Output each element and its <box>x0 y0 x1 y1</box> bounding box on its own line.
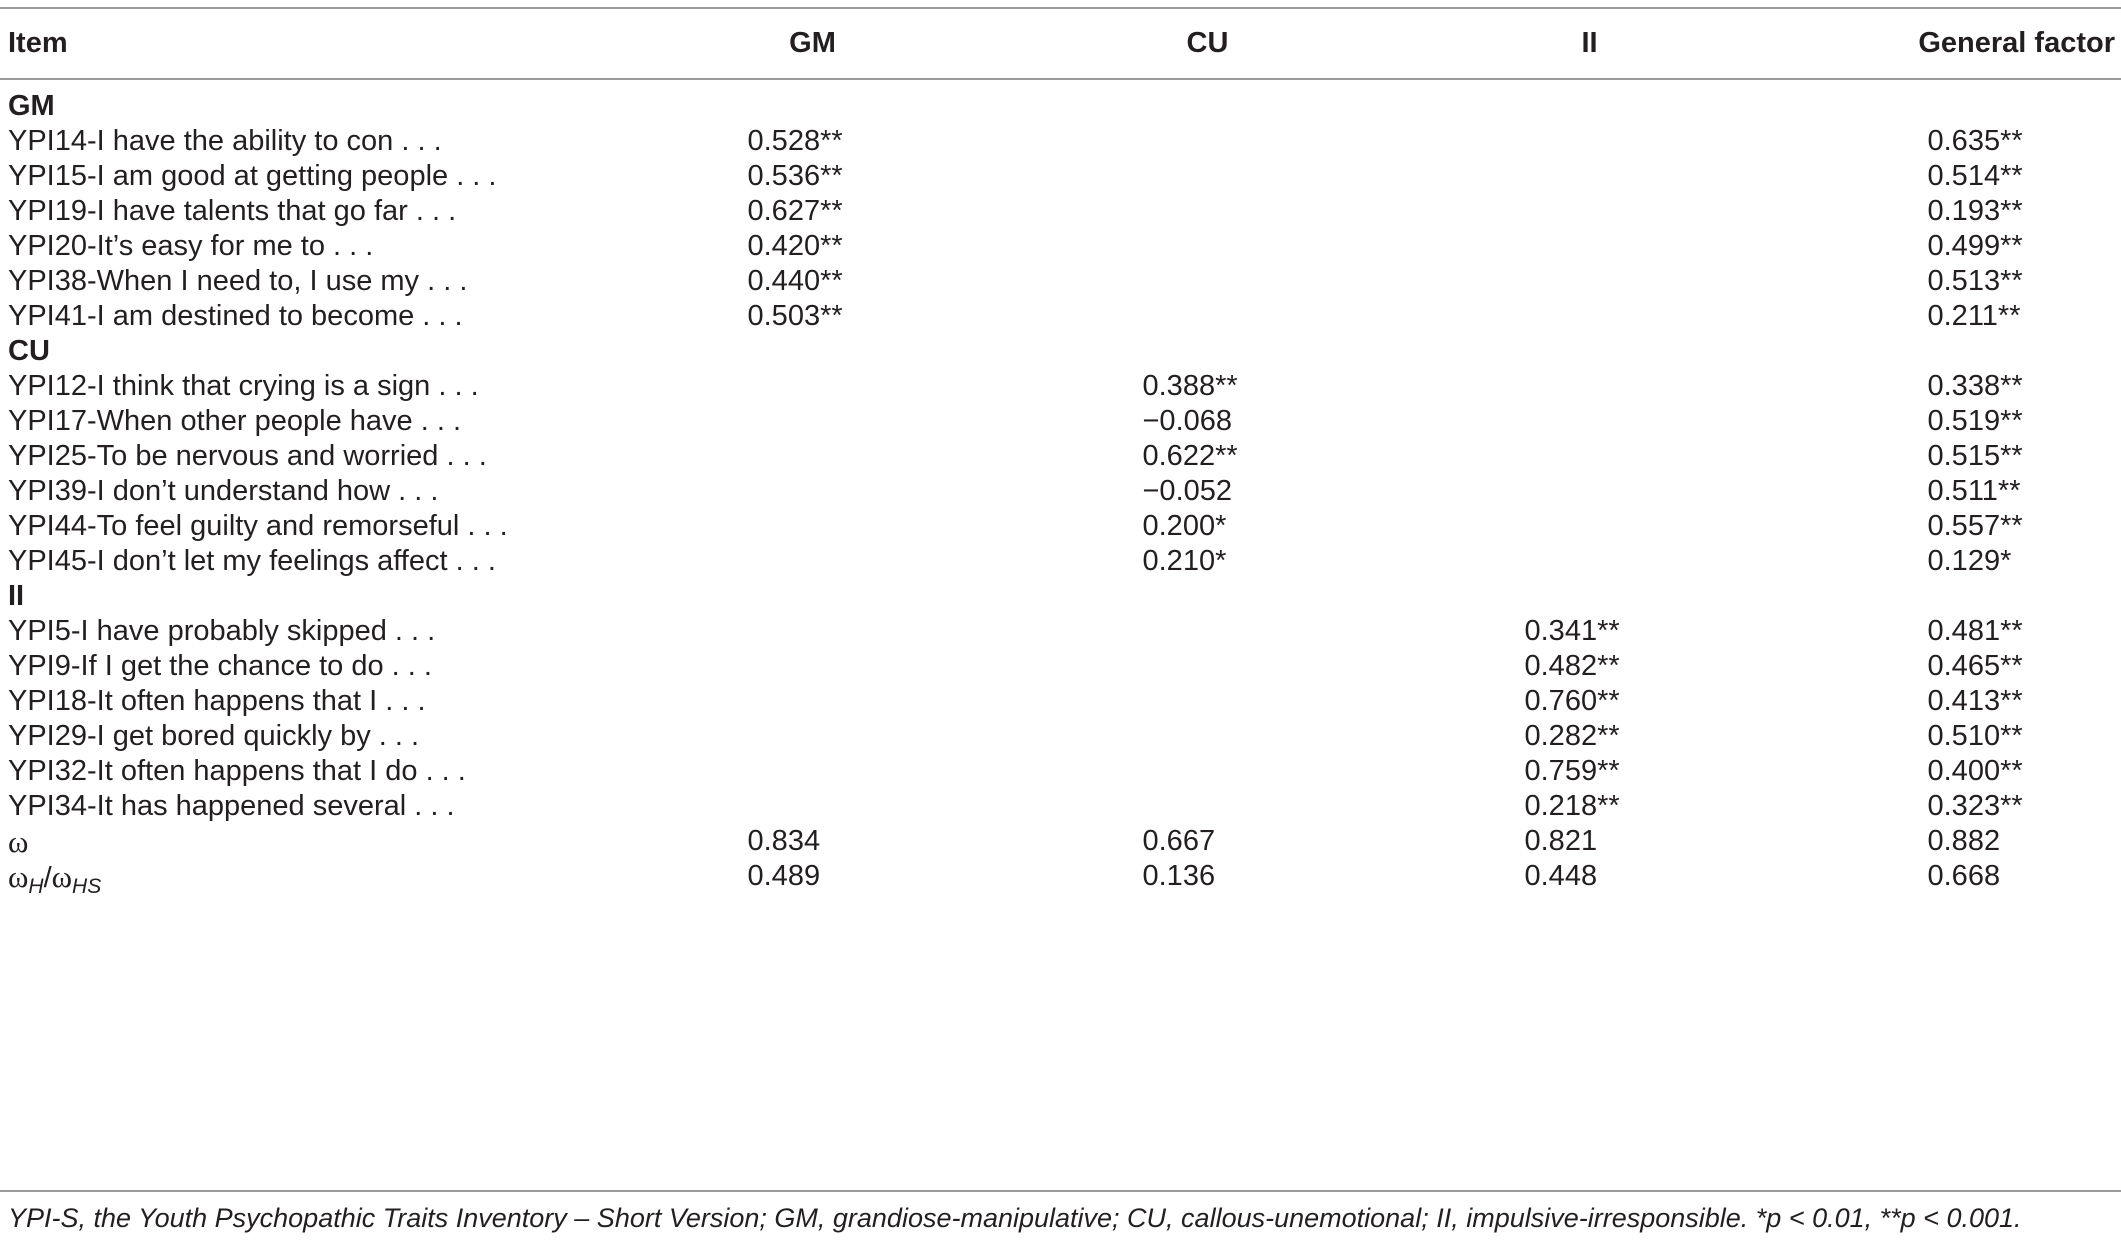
general-loading <box>1870 404 2115 439</box>
cu-loading-value: 0.210* <box>1142 545 1227 577</box>
gm-loading <box>690 754 935 789</box>
header-cu: CU <box>1186 27 1229 59</box>
gm-loading <box>690 649 935 684</box>
general-loading-value: 0.515** <box>1927 440 2023 472</box>
cu-loading <box>1085 229 1330 264</box>
group-row-cu <box>0 334 2121 369</box>
subscript-h: H <box>28 875 44 898</box>
table-row <box>0 264 2121 299</box>
cu-loading <box>1085 404 1330 439</box>
ii-loading <box>1467 544 1712 579</box>
ii-loading <box>1467 124 1712 159</box>
table-row <box>0 474 2121 509</box>
table-row <box>0 439 2121 474</box>
gm-loading <box>690 229 935 264</box>
cu-loading <box>1085 684 1330 719</box>
cu-loading-value: 0.200* <box>1142 510 1227 542</box>
ii-loading-value: 0.218** <box>1524 790 1620 822</box>
gm-loading <box>690 684 935 719</box>
header-general-factor: General factor <box>1918 27 2115 59</box>
general-loading-value: 0.211** <box>1927 300 2021 332</box>
cu-loading <box>1085 264 1330 299</box>
general-loading <box>1870 159 2115 194</box>
gm-loading <box>690 719 935 754</box>
ii-loading <box>1467 404 1712 439</box>
omega-h-row <box>0 859 2121 898</box>
ii-loading <box>1467 649 1712 684</box>
gm-loading <box>690 124 935 159</box>
cu-loading <box>1085 789 1330 824</box>
general-loading <box>1870 369 2115 404</box>
general-loading <box>1870 754 2115 789</box>
group-label: II <box>8 580 25 612</box>
cu-loading <box>1085 299 1330 334</box>
omega-cu <box>1085 824 1330 859</box>
ii-loading-value: 0.759** <box>1524 755 1620 787</box>
omega-ii-value: 0.821 <box>1524 825 1598 857</box>
general-loading-value: 0.338** <box>1927 370 2023 402</box>
table-row <box>0 789 2121 824</box>
cu-loading <box>1085 439 1330 474</box>
item-label: YPI25-To be nervous and worried . . . <box>8 440 487 472</box>
cu-loading-value: −0.068 <box>1142 405 1233 437</box>
header-item: Item <box>8 27 68 59</box>
general-loading <box>1870 194 2115 229</box>
table-row <box>0 614 2121 649</box>
cu-loading <box>1085 509 1330 544</box>
omega-label: ω <box>8 824 29 859</box>
cu-loading <box>1085 614 1330 649</box>
header-ii: II <box>1581 27 1598 59</box>
cu-loading-value: 0.388** <box>1142 370 1238 402</box>
table-row <box>0 754 2121 789</box>
item-label: YPI17-When other people have . . . <box>8 405 461 437</box>
gm-loading <box>690 194 935 229</box>
item-label: YPI19-I have talents that go far . . . <box>8 195 457 227</box>
gm-loading-value: 0.528** <box>747 125 843 157</box>
general-loading-value: 0.193** <box>1927 195 2023 227</box>
group-row-ii <box>0 579 2121 614</box>
item-label: YPI44-To feel guilty and remorseful . . . <box>8 510 508 542</box>
item-label: YPI45-I don’t let my feelings affect . . . <box>8 545 496 577</box>
general-loading <box>1870 264 2115 299</box>
cu-loading <box>1085 649 1330 684</box>
ii-loading <box>1467 439 1712 474</box>
gm-loading-value: 0.536** <box>747 160 843 192</box>
header-rule <box>0 78 2121 80</box>
omega-gm-value: 0.834 <box>747 825 821 857</box>
ii-loading <box>1467 194 1712 229</box>
gm-loading-value: 0.440** <box>747 265 843 297</box>
item-label: YPI41-I am destined to become . . . <box>8 300 463 332</box>
omega-cu-value: 0.667 <box>1142 825 1216 857</box>
ii-loading <box>1467 299 1712 334</box>
table-row <box>0 159 2121 194</box>
omega-h-label <box>8 859 101 904</box>
cu-loading-value: −0.052 <box>1142 475 1233 507</box>
general-loading-value: 0.323** <box>1927 790 2023 822</box>
general-loading <box>1870 229 2115 264</box>
top-rule <box>0 7 2121 9</box>
general-loading-value: 0.519** <box>1927 405 2023 437</box>
gm-loading <box>690 614 935 649</box>
ii-loading-value: 0.482** <box>1524 650 1620 682</box>
omega-row <box>0 824 2121 859</box>
general-loading <box>1870 439 2115 474</box>
omega-h-cu-value: 0.136 <box>1142 860 1216 892</box>
general-loading-value: 0.465** <box>1927 650 2023 682</box>
omega-general-value: 0.882 <box>1927 825 2001 857</box>
group-row-gm <box>0 89 2121 124</box>
general-loading-value: 0.499** <box>1927 230 2023 262</box>
cu-loading <box>1085 474 1330 509</box>
cu-loading <box>1085 719 1330 754</box>
general-loading <box>1870 299 2115 334</box>
general-loading <box>1870 474 2115 509</box>
ii-loading-value: 0.341** <box>1524 615 1620 647</box>
ii-loading-value: 0.760** <box>1524 685 1620 717</box>
item-label: YPI20-It’s easy for me to . . . <box>8 230 374 262</box>
general-loading <box>1870 614 2115 649</box>
omega-ii <box>1467 824 1712 859</box>
item-label: YPI18-It often happens that I . . . <box>8 685 426 717</box>
general-loading <box>1870 509 2115 544</box>
omega-gm <box>690 824 935 859</box>
item-label: YPI29-I get bored quickly by . . . <box>8 720 420 752</box>
cu-loading <box>1085 194 1330 229</box>
omega-general <box>1870 824 2115 859</box>
general-loading-value: 0.513** <box>1927 265 2023 297</box>
general-loading-value: 0.400** <box>1927 755 2023 787</box>
cu-loading <box>1085 544 1330 579</box>
gm-loading <box>690 159 935 194</box>
ii-loading-value: 0.282** <box>1524 720 1620 752</box>
ii-loading <box>1467 719 1712 754</box>
item-label: YPI38-When I need to, I use my . . . <box>8 265 468 297</box>
table-row <box>0 404 2121 439</box>
table-row <box>0 649 2121 684</box>
ii-loading <box>1467 229 1712 264</box>
table-row <box>0 194 2121 229</box>
general-loading-value: 0.514** <box>1927 160 2023 192</box>
item-label: YPI5-I have probably skipped . . . <box>8 615 436 647</box>
omega-h-ii <box>1467 859 1712 894</box>
subscript-hs: HS <box>72 875 102 898</box>
general-loading <box>1870 719 2115 754</box>
table-header-row <box>0 18 2121 68</box>
omega-h-gm-value: 0.489 <box>747 860 821 892</box>
general-loading <box>1870 649 2115 684</box>
item-label: YPI39-I don’t understand how . . . <box>8 475 439 507</box>
ii-loading <box>1467 614 1712 649</box>
cu-loading <box>1085 124 1330 159</box>
gm-loading <box>690 439 935 474</box>
ii-loading <box>1467 369 1712 404</box>
table-row <box>0 229 2121 264</box>
ii-loading <box>1467 684 1712 719</box>
general-loading <box>1870 684 2115 719</box>
table-row <box>0 544 2121 579</box>
group-label: CU <box>8 335 50 367</box>
omega-h-gm <box>690 859 935 894</box>
group-label: GM <box>8 90 55 122</box>
gm-loading-value: 0.503** <box>747 300 843 332</box>
general-loading-value: 0.129* <box>1927 545 2012 577</box>
ii-loading <box>1467 754 1712 789</box>
gm-loading <box>690 264 935 299</box>
general-loading <box>1870 124 2115 159</box>
gm-loading-value: 0.420** <box>747 230 843 262</box>
cu-loading-value: 0.622** <box>1142 440 1238 472</box>
table-row <box>0 369 2121 404</box>
table-row <box>0 299 2121 334</box>
cu-loading <box>1085 369 1330 404</box>
ii-loading <box>1467 509 1712 544</box>
table-row <box>0 124 2121 159</box>
general-loading-value: 0.511** <box>1927 475 2021 507</box>
table-row <box>0 719 2121 754</box>
table-row <box>0 684 2121 719</box>
gm-loading <box>690 404 935 439</box>
gm-loading <box>690 299 935 334</box>
general-loading-value: 0.635** <box>1927 125 2023 157</box>
item-label: YPI9-If I get the chance to do . . . <box>8 650 432 682</box>
general-loading-value: 0.557** <box>1927 510 2023 542</box>
general-loading-value: 0.510** <box>1927 720 2023 752</box>
cu-loading <box>1085 754 1330 789</box>
general-loading <box>1870 544 2115 579</box>
item-label: YPI32-It often happens that I do . . . <box>8 755 466 787</box>
item-label: YPI12-I think that crying is a sign . . . <box>8 370 479 402</box>
general-loading-value: 0.481** <box>1927 615 2023 647</box>
header-gm: GM <box>789 27 836 59</box>
slash: / <box>43 862 52 894</box>
general-loading <box>1870 789 2115 824</box>
omega-symbol: ω <box>51 859 73 894</box>
general-loading-value: 0.413** <box>1927 685 2023 717</box>
omega-h-general-value: 0.668 <box>1927 860 2001 892</box>
gm-loading <box>690 509 935 544</box>
item-label: YPI34-It has happened several . . . <box>8 790 455 822</box>
ii-loading <box>1467 789 1712 824</box>
table-footnote: YPI-S, the Youth Psychopathic Traits Inventory – Short Version; GM, grandiose-manipulative; CU, callous-unemotional; II, impulsive-irresponsible. *p < 0.01, **p < 0.001. <box>8 1203 2022 1233</box>
omega-h-cu <box>1085 859 1330 894</box>
gm-loading-value: 0.627** <box>747 195 843 227</box>
omega-h-ii-value: 0.448 <box>1524 860 1598 892</box>
cu-loading <box>1085 159 1330 194</box>
item-label: YPI14-I have the ability to con . . . <box>8 125 442 157</box>
ii-loading <box>1467 264 1712 299</box>
gm-loading <box>690 474 935 509</box>
gm-loading <box>690 544 935 579</box>
table-row <box>0 509 2121 544</box>
bottom-rule <box>0 1190 2121 1192</box>
gm-loading <box>690 789 935 824</box>
ii-loading <box>1467 159 1712 194</box>
omega-symbol: ω <box>8 859 29 894</box>
gm-loading <box>690 369 935 404</box>
item-label: YPI15-I am good at getting people . . . <box>8 160 497 192</box>
ii-loading <box>1467 474 1712 509</box>
omega-h-general <box>1870 859 2115 894</box>
